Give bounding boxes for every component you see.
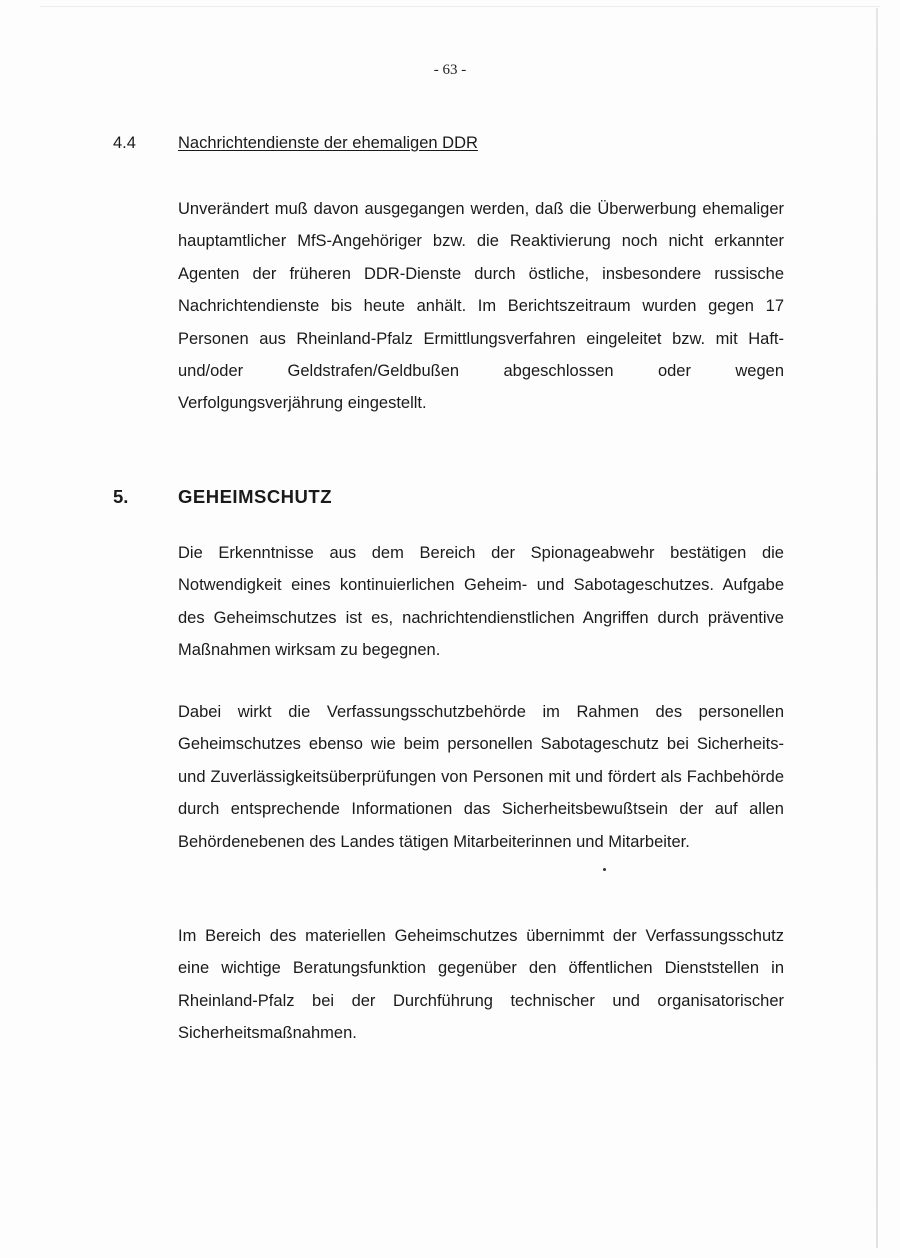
section-number-4-4: 4.4 [113,134,136,152]
page-number: - 63 - [433,62,467,78]
paragraph-materieller-geheimschutz: Im Bereich des materiellen Geheimschutzes übernimmt der Verfassungsschutz eine wichtige Beratungsfunktion gegenüber den öffentlichen Dienststellen in Rheinland-Pfalz bei der Durchführung technischer und organisatorischer Sicherheitsmaßnahmen. [178,927,784,1043]
scan-edge-top [40,6,880,7]
scan-edge-right [876,8,878,1248]
section-title-geheimschutz: GEHEIMSCHUTZ [178,486,332,507]
section-number-5: 5. [113,486,129,507]
paragraph-spionageabwehr: Die Erkenntnisse aus dem Bereich der Spionageabwehr bestätigen die Notwendigkeit eines kontinuierlichen Geheim- und Sabotageschutzes. Aufgabe des Geheimschutzes ist es, nachrichtendienstlichen Angriffen durch präventive Maßnahmen wirksam zu begegnen. [178,544,784,660]
scan-speck [603,868,606,871]
section-title-4-4: Nachrichtendienste der ehemaligen DDR [178,134,478,152]
paragraph-ddr-services: Unverändert muß davon ausgegangen werden, daß die Überwerbung ehemaliger hauptamtlicher MfS-Angehöriger bzw. die Reaktivierung noch nicht erkannter Agenten der früheren DDR-Dienste durch östliche, insbesondere russische Nachrichtendienste bis heute anhält. Im Berichtszeitraum wurden gegen 17 Personen aus Rheinland-Pfalz Ermittlungsverfahren eingeleitet bzw. mit Haft- und/oder Geldstrafen/Geldbußen abgeschlossen oder wegen Verfolgungsverjährung eingestellt. [178,200,784,413]
paragraph-personeller-geheimschutz: Dabei wirkt die Verfassungsschutzbehörde im Rahmen des personellen Geheimschutzes ebenso wie beim personellen Sabotageschutz bei Sicherheits- und Zuverlässigkeitsüberprüfungen von Personen mit und fördert als Fachbehörde durch entsprechende Informationen das Sicherheitsbewußtsein der auf allen Behördenebenen des Landes tätigen Mitarbeiterinnen und Mitarbeiter. [178,703,784,851]
